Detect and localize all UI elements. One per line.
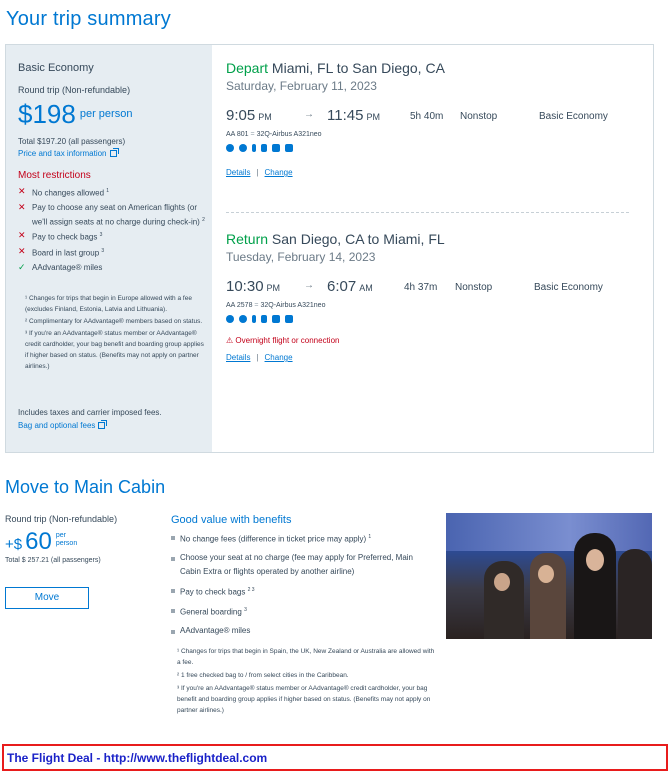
benefits-title: Good value with benefits — [171, 514, 292, 526]
photo-face — [538, 565, 554, 583]
benefit-text: Pay to check bags — [180, 587, 246, 597]
benefit-text: Choose your seat at no charge (fee may apply for Preferred, Main Cabin Extra or flights operated by another airline) — [180, 552, 414, 576]
arrive-time — [327, 278, 373, 295]
depart-time — [226, 107, 272, 124]
list-item — [18, 201, 206, 229]
restriction-text: Pay to check bags — [32, 232, 98, 242]
flight-info: AA 801 = 32Q-Airbus A321neo — [226, 131, 322, 138]
overnight-warning — [226, 336, 636, 345]
x-icon: ✕ — [18, 230, 26, 241]
warning-icon: ⚠ — [226, 336, 234, 345]
list-item — [18, 229, 206, 244]
fare-price — [18, 99, 132, 130]
entertainment-icon — [239, 315, 247, 323]
tv-icon — [272, 144, 280, 152]
duration: 5h 40m — [410, 111, 444, 122]
segment-times — [226, 278, 636, 300]
flight-info: AA 2578 = 32Q-Airbus A321neo — [226, 302, 326, 309]
benefit-text: No change fees (difference in ticket price may apply) — [180, 534, 367, 544]
depart-time — [226, 278, 280, 295]
photo-person — [618, 549, 652, 639]
external-link-icon — [110, 150, 117, 157]
fare-trip-type: Round trip (Non-refundable) — [18, 85, 131, 95]
app-icon — [285, 315, 293, 323]
main-cabin-footnotes — [177, 646, 439, 718]
arrive-time — [327, 107, 380, 124]
price-amount: 60 — [25, 528, 52, 555]
phone-icon — [261, 144, 267, 152]
segment-title — [226, 231, 636, 247]
restrictions-title: Most restrictions — [18, 170, 91, 181]
return-segment — [226, 231, 636, 362]
duration: 4h 37m — [404, 282, 438, 293]
fare-total: Total $197.20 (all passengers) — [18, 137, 126, 146]
bag-fees-link-label: Bag and optional fees — [18, 421, 96, 430]
segment-cabin: Basic Economy — [534, 282, 603, 293]
per-label: per — [55, 532, 66, 539]
segment-links — [226, 353, 636, 362]
includes-taxes-note: Includes taxes and carrier imposed fees. — [18, 408, 162, 417]
stops: Nonstop — [460, 111, 498, 122]
price-prefix: +$ — [5, 536, 23, 553]
list-item — [171, 530, 436, 547]
list-item — [18, 185, 206, 200]
segment-route: Miami, FL to San Diego, CA — [271, 60, 445, 76]
fare-per-person: per person — [79, 108, 133, 120]
footnote-ref: 3 — [244, 607, 247, 614]
segment-divider — [226, 212, 629, 213]
footnote-ref: 1 — [368, 534, 372, 540]
amenity-icons — [226, 144, 636, 152]
aircraft: 32Q-Airbus A321neo — [260, 302, 326, 309]
main-cabin-total: Total $ 257.21 (all passengers) — [5, 557, 101, 564]
stops: Nonstop — [455, 282, 493, 293]
depart-segment — [226, 60, 636, 177]
bag-fees-link[interactable] — [18, 421, 105, 430]
details-link[interactable]: Details — [226, 168, 251, 177]
segment-label: Depart — [226, 60, 269, 76]
main-cabin-trip-type: Round trip (Non-refundable) — [5, 514, 118, 524]
flight-number: AA 801 — [226, 131, 249, 138]
usb-icon — [252, 315, 256, 323]
price-tax-link-label: Price and tax information — [18, 149, 107, 158]
fare-price-amount: $198 — [18, 99, 76, 129]
flight-number: AA 2578 — [226, 302, 253, 309]
arrive-time-value: 11:45 — [327, 107, 364, 124]
arrow-right-icon: → — [304, 280, 314, 291]
footnote: ³ If you're an AAdvantage® status member or AAdvantage® credit cardholder, your bag benefit and boarding group applies if higher based on status. (Benefits may not apply on partner airlines.) — [177, 685, 431, 714]
restrictions-list — [18, 185, 206, 275]
list-item — [171, 603, 436, 620]
list-item — [171, 551, 436, 579]
list-item — [171, 624, 436, 638]
x-icon: ✕ — [18, 245, 26, 256]
benefits-list — [171, 530, 436, 642]
footnote-ref: 2 3 — [247, 586, 255, 593]
change-link[interactable]: Change — [264, 353, 293, 362]
fare-panel — [6, 45, 212, 452]
footnote: ³ If you're an AAdvantage® status member or AAdvantage® credit cardholder, your bag benefit and boarding group applies if higher based on status. (Benefits may not apply on partner airlines.) — [25, 330, 204, 370]
app-icon — [285, 144, 293, 152]
depart-ampm: PM — [266, 283, 281, 293]
price-tax-link[interactable] — [18, 149, 117, 158]
restriction-text: Pay to choose any seat on American flights (or we'll assign seats at no charge during check-in) — [32, 202, 200, 227]
entertainment-icon — [239, 144, 247, 152]
arrive-ampm: PM — [366, 112, 380, 122]
fare-cabin: Basic Economy — [18, 62, 94, 74]
arrive-time-value: 6:07 — [327, 278, 357, 295]
main-cabin-price — [5, 528, 77, 556]
per-person — [56, 532, 77, 548]
restriction-text: Board in last group — [32, 248, 100, 258]
details-link[interactable]: Details — [226, 353, 251, 362]
restriction-text: AAdvantage® miles — [32, 262, 103, 272]
footnote: ¹ Changes for trips that begin in Europe allowed with a fee (excludes Finland, Estonia, Latvia and Lithuania). — [25, 295, 192, 313]
segment-links — [226, 168, 636, 177]
depart-time-value: 10:30 — [226, 278, 264, 295]
link-separator: | — [256, 168, 259, 177]
wifi-icon — [226, 315, 234, 323]
benefit-text: AAdvantage® miles — [180, 625, 251, 635]
arrive-ampm: AM — [359, 283, 373, 293]
external-link-icon — [98, 422, 105, 429]
amenity-icons — [226, 315, 636, 323]
footnote-ref: 3 — [101, 247, 105, 254]
list-item — [171, 583, 436, 600]
fare-footnotes — [25, 293, 207, 373]
wifi-icon — [226, 144, 234, 152]
segment-date: Tuesday, February 14, 2023 — [226, 250, 376, 264]
restriction-text: No changes allowed — [32, 188, 105, 198]
phone-icon — [261, 315, 267, 323]
flight-deal-footer — [2, 744, 668, 771]
footnote-ref: 3 — [99, 232, 103, 239]
depart-ampm: PM — [258, 112, 272, 122]
list-item — [18, 261, 206, 274]
aircraft: 32Q-Airbus A321neo — [256, 131, 322, 138]
usb-icon — [252, 144, 256, 152]
move-button[interactable]: Move — [5, 587, 89, 609]
depart-time-value: 9:05 — [226, 107, 256, 124]
segment-date: Saturday, February 11, 2023 — [226, 79, 377, 93]
segment-label: Return — [226, 231, 269, 247]
page-title: Your trip summary — [6, 8, 171, 30]
check-icon: ✓ — [18, 261, 26, 272]
x-icon: ✕ — [18, 201, 26, 212]
main-cabin-photo — [446, 513, 652, 639]
footnote: ¹ Changes for trips that begin in Spain, the UK, New Zealand or Australia are allowed with a fee. — [177, 648, 435, 666]
photo-ceiling-light — [446, 513, 652, 551]
warning-text: Overnight flight or connection — [235, 336, 340, 345]
footer-text: The Flight Deal - http://www.theflightdeal.com — [7, 751, 268, 765]
person-label: person — [55, 540, 78, 547]
footnote-ref: 1 — [106, 188, 110, 194]
footnote: ² Complimentary for AAdvantage® members based on status. — [25, 318, 203, 325]
footnote: ² 1 free checked bag to / from select cities in the Caribbean. — [177, 672, 349, 679]
tv-icon — [272, 315, 280, 323]
arrow-right-icon: → — [304, 109, 314, 120]
link-separator: | — [256, 353, 259, 362]
segment-title — [226, 60, 636, 76]
x-icon: ✕ — [18, 186, 26, 196]
list-item — [18, 245, 206, 260]
segment-cabin: Basic Economy — [539, 111, 608, 122]
footnote-ref: 2 — [202, 216, 205, 223]
benefit-text: General boarding — [180, 607, 242, 617]
photo-face — [494, 573, 510, 591]
segment-route: San Diego, CA to Miami, FL — [271, 231, 445, 247]
main-cabin-heading: Move to Main Cabin — [5, 477, 166, 497]
segment-times — [226, 107, 636, 129]
change-link[interactable]: Change — [264, 168, 293, 177]
photo-face — [586, 549, 604, 571]
